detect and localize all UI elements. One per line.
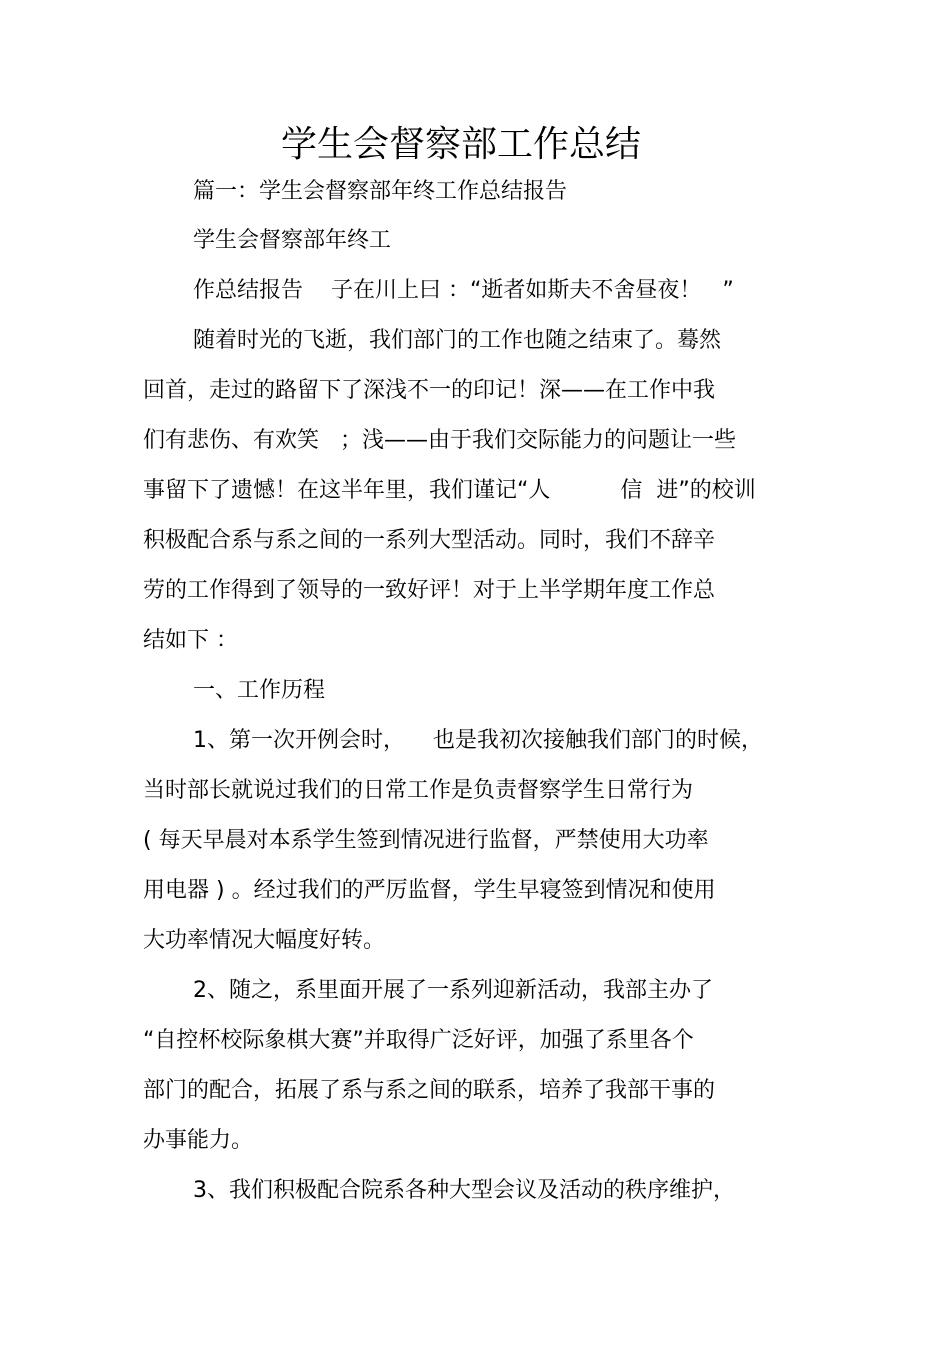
text-line: 积极配合系与系之间的一系列大型活动。同时，我们不辞辛: [143, 528, 716, 553]
text-line: 篇一：学生会督察部年终工作总结报告: [193, 179, 568, 204]
section-heading: 一、工作历程: [193, 678, 326, 703]
text-line: 事留下了遗憾！在这半年里，我们谨记“人 信 进”的校训: [143, 478, 756, 503]
text-line: “自控杯校际象棋大赛”并取得广泛好评，加强了系里各个: [143, 1028, 694, 1053]
text-line: 当时部长就说过我们的日常工作是负责督察学生日常行为: [143, 778, 694, 803]
document-title: 学生会督察部工作总结: [280, 124, 641, 165]
text-line: 2、随之，系里面开展了一系列迎新活动，我部主办了: [193, 978, 713, 1003]
text-line: 办事能力。: [143, 1128, 254, 1153]
text-line: 劳的工作得到了领导的一致好评！对于上半学期年度工作总: [143, 578, 716, 603]
text-line: 随着时光的飞逝，我们部门的工作也随之结束了。蓦然: [193, 328, 722, 353]
text-line: 们有悲伤、有欢笑 ；浅——由于我们交际能力的问题让一些: [143, 428, 736, 453]
text-line: ( 每天早晨对本系学生签到情况进行监督，严禁使用大功率: [143, 828, 709, 853]
text-line: 3、我们积极配合院系各种大型会议及活动的秩序维护，: [193, 1178, 735, 1203]
text-line: 部门的配合，拓展了系与系之间的联系，培养了我部干事的: [143, 1078, 716, 1103]
text-line: 1、第一次开例会时， 也是我初次接触我们部门的时候，: [193, 728, 763, 753]
text-line: 学生会督察部年终工: [193, 228, 392, 253]
text-line: 用电器 ) 。经过我们的严厉监督，学生早寝签到情况和使用: [143, 878, 716, 903]
text-line: 结如下 ：: [143, 628, 238, 653]
text-line: 作总结报告 子在川上曰 ：“逝者如斯夫不舍昼夜！ ”: [193, 278, 734, 303]
text-line: 大功率情况大幅度好转。: [143, 928, 386, 953]
text-line: 回首，走过的路留下了深浅不一的印记！深——在工作中我: [143, 378, 716, 403]
